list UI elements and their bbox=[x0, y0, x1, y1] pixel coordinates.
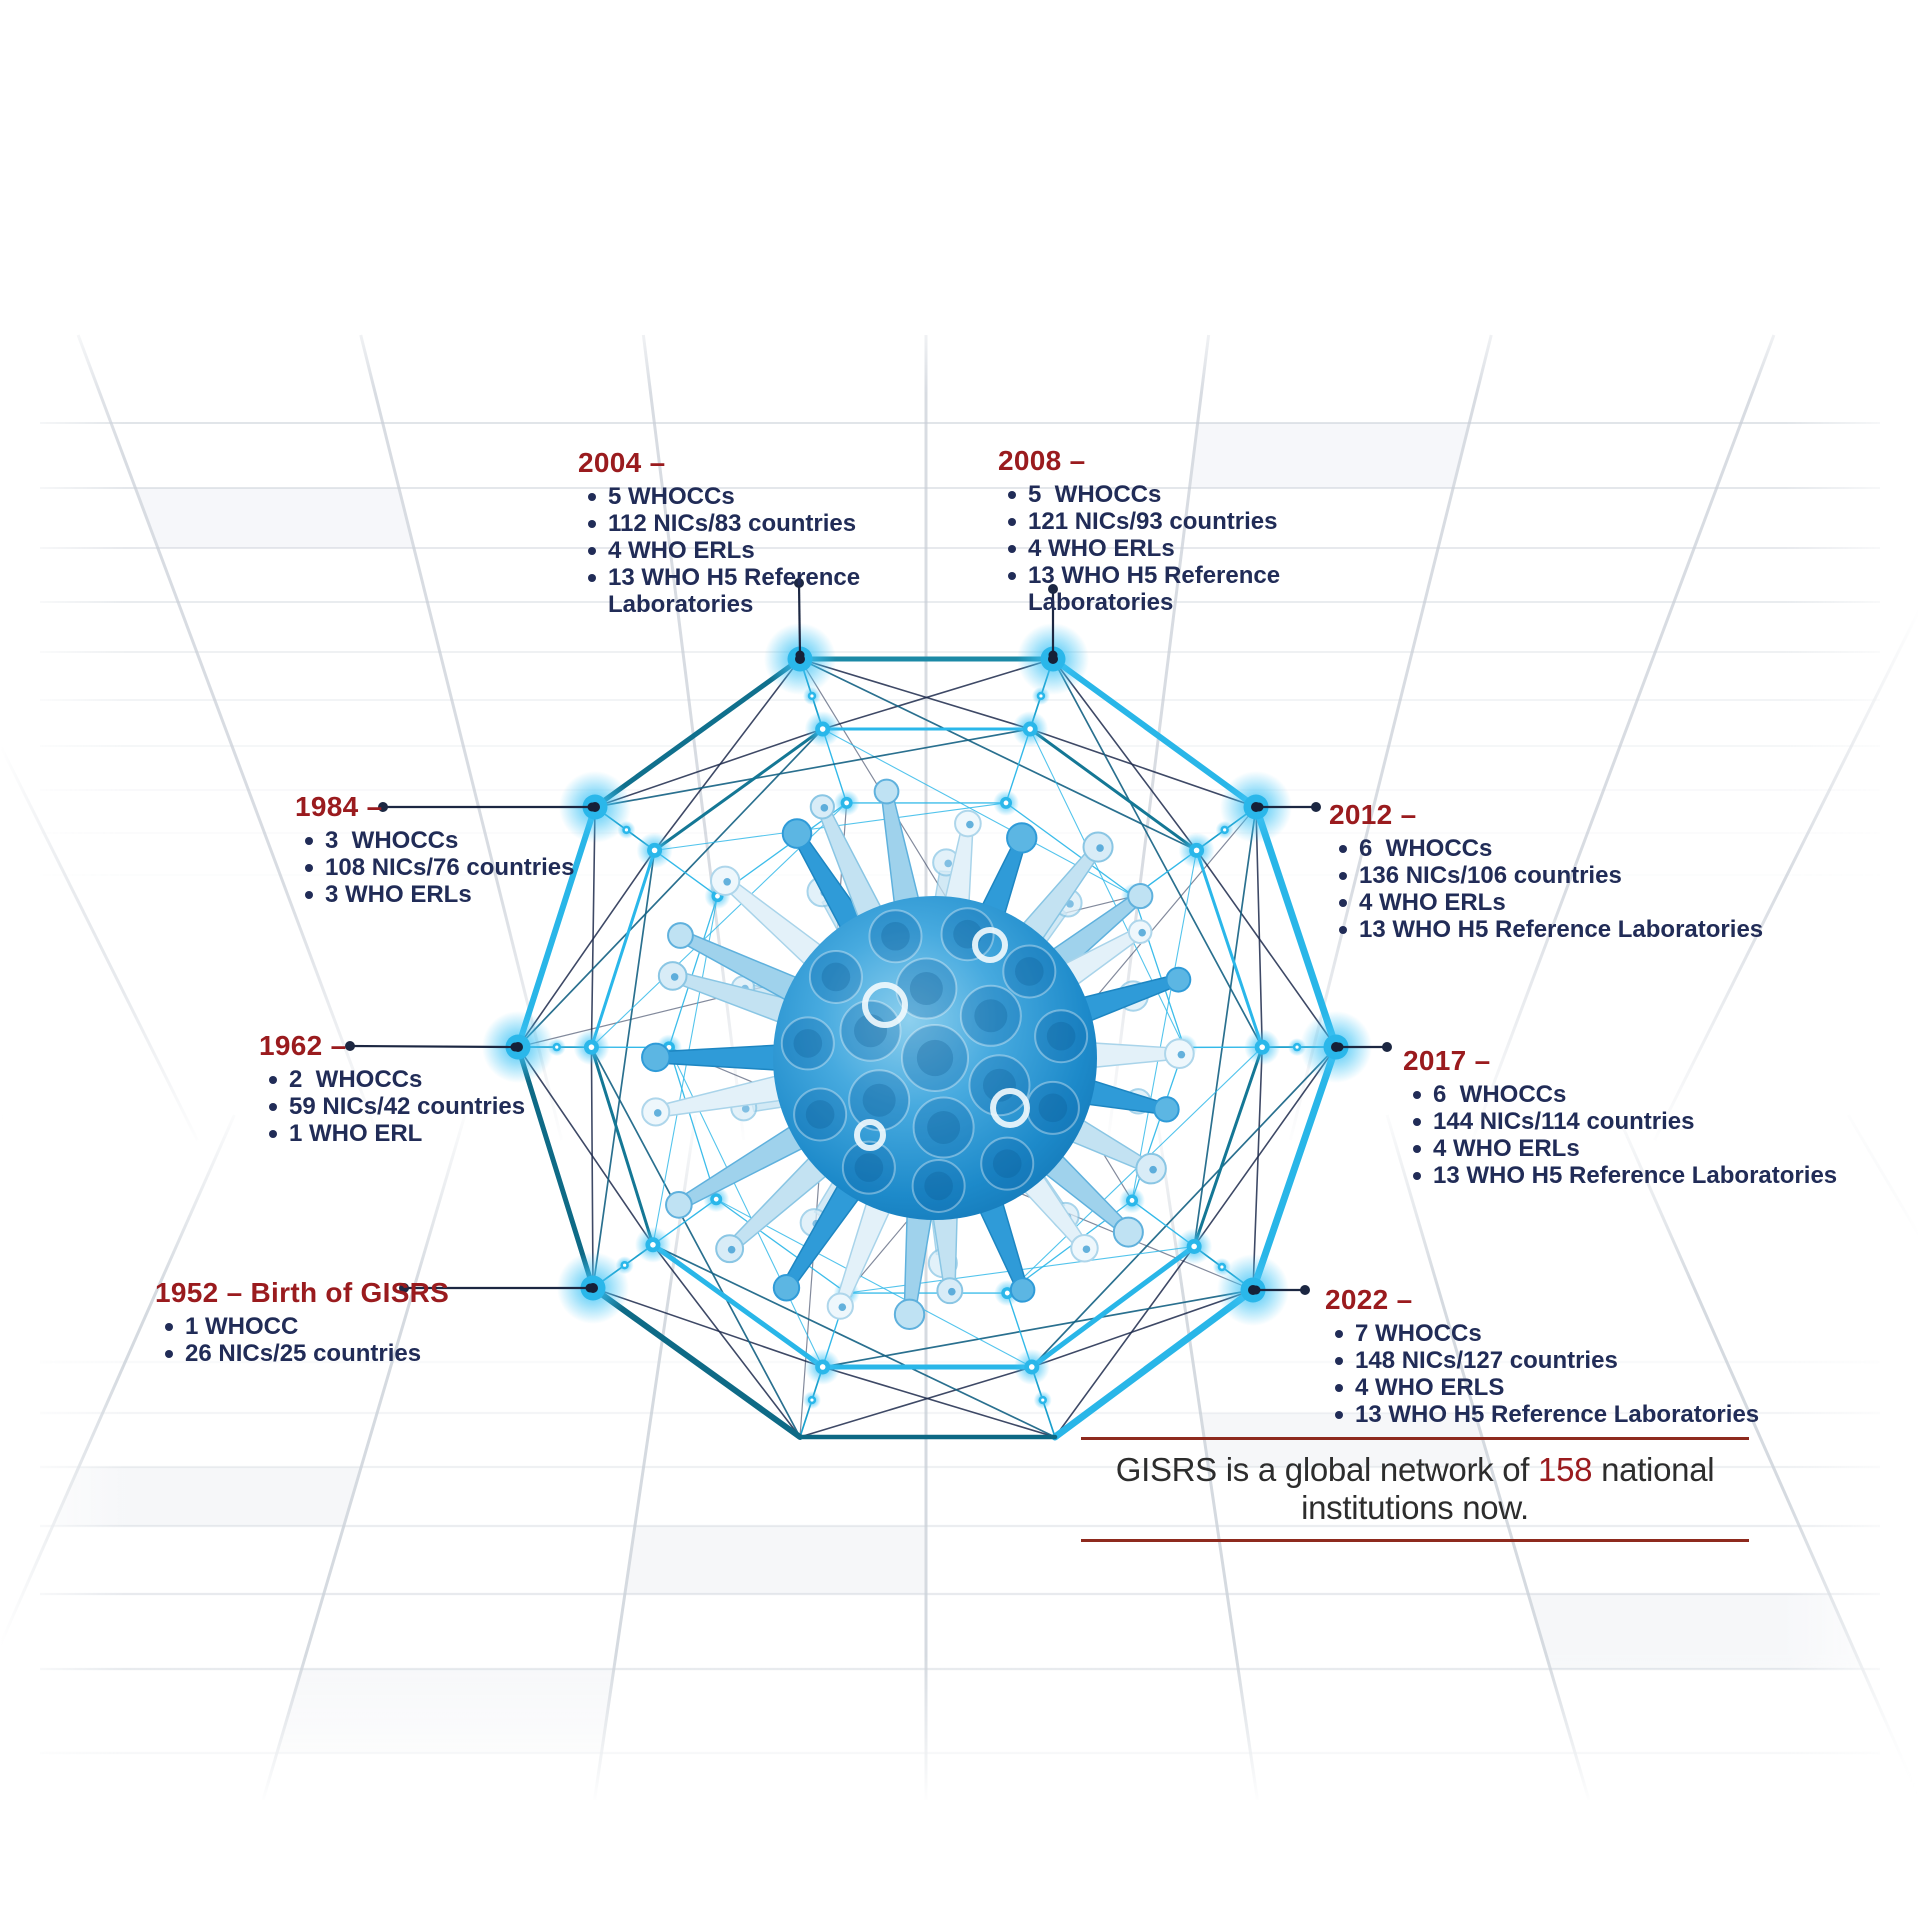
milestone-year-label: 2022 – bbox=[1325, 1284, 1413, 1315]
milestone-year-label: 2012 – bbox=[1329, 799, 1417, 830]
milestone-stat: 1 WHO ERL bbox=[259, 1120, 679, 1147]
milestone-year-label: 2004 – bbox=[578, 447, 666, 478]
milestone-stat: 121 NICs/93 countries bbox=[998, 508, 1310, 535]
milestone-2012 bbox=[1329, 800, 1799, 943]
milestone-2008 bbox=[998, 446, 1310, 616]
milestone-stat: 148 NICs/127 countries bbox=[1325, 1347, 1795, 1374]
milestone-stat: 1 WHOCC bbox=[155, 1313, 575, 1340]
milestone-year-label: 1984 – bbox=[295, 791, 383, 822]
milestone-stat: 4 WHO ERLs bbox=[578, 537, 890, 564]
milestone-stat: 7 WHOCCs bbox=[1325, 1320, 1795, 1347]
milestone-stat: 5 WHOCCs bbox=[578, 483, 890, 510]
label-connector-dot bbox=[1382, 1042, 1392, 1052]
milestone-year-label: 1962 – bbox=[259, 1030, 347, 1061]
label-connector-dot bbox=[1300, 1285, 1310, 1295]
summary-note bbox=[1081, 1437, 1749, 1542]
milestone-1984 bbox=[295, 792, 715, 908]
milestone-stat: 108 NICs/76 countries bbox=[295, 854, 715, 881]
milestone-year-label: 2008 – bbox=[998, 445, 1086, 476]
milestone-stat: 136 NICs/106 countries bbox=[1329, 862, 1799, 889]
milestone-stat: 13 WHO H5 Reference Laboratories bbox=[1329, 916, 1799, 943]
milestone-stat: 5 WHOCCs bbox=[998, 481, 1310, 508]
milestone-stat: 26 NICs/25 countries bbox=[155, 1340, 575, 1367]
milestone-2022 bbox=[1325, 1285, 1795, 1428]
milestone-year-label: 1952 – Birth of GISRS bbox=[155, 1277, 450, 1308]
summary-highlight-count: 158 bbox=[1538, 1451, 1593, 1488]
label-connector-dot bbox=[1311, 802, 1321, 812]
milestone-stat: 6 WHOCCs bbox=[1329, 835, 1799, 862]
milestone-2004 bbox=[578, 448, 890, 618]
milestone-stat: 13 WHO H5 Reference Laboratories bbox=[998, 562, 1310, 616]
milestone-stat: 4 WHO ERLs bbox=[1329, 889, 1799, 916]
summary-text-prefix: GISRS is a global network of bbox=[1115, 1451, 1539, 1488]
milestone-stat: 4 WHO ERLs bbox=[998, 535, 1310, 562]
milestone-stat: 3 WHO ERLs bbox=[295, 881, 715, 908]
milestone-stat: 59 NICs/42 countries bbox=[259, 1093, 679, 1120]
milestone-stats bbox=[578, 483, 890, 618]
milestone-stat: 112 NICs/83 countries bbox=[578, 510, 890, 537]
milestone-stats bbox=[1325, 1320, 1795, 1428]
milestone-2017 bbox=[1403, 1046, 1883, 1189]
milestone-stat: 4 WHO ERLS bbox=[1325, 1374, 1795, 1401]
summary-text-suffix: national institutions now. bbox=[1301, 1451, 1715, 1526]
milestone-stat: 3 WHOCCs bbox=[295, 827, 715, 854]
milestone-stats bbox=[295, 827, 715, 908]
milestone-stat: 2 WHOCCs bbox=[259, 1066, 679, 1093]
virus-illustration bbox=[642, 780, 1194, 1329]
milestone-stats bbox=[155, 1313, 575, 1367]
milestone-1952 bbox=[155, 1278, 575, 1367]
milestone-stat: 6 WHOCCs bbox=[1403, 1081, 1883, 1108]
milestone-stats bbox=[998, 481, 1310, 616]
summary-text bbox=[1081, 1440, 1749, 1539]
milestone-1962 bbox=[259, 1031, 679, 1147]
milestone-stat: 4 WHO ERLs bbox=[1403, 1135, 1883, 1162]
milestone-stat: 13 WHO H5 Reference Laboratories bbox=[1325, 1401, 1795, 1428]
milestone-stats bbox=[259, 1066, 679, 1147]
milestone-stat: 13 WHO H5 Reference Laboratories bbox=[578, 564, 890, 618]
milestone-stat: 144 NICs/114 countries bbox=[1403, 1108, 1883, 1135]
summary-rule-bottom bbox=[1081, 1539, 1749, 1542]
milestone-year-label: 2017 – bbox=[1403, 1045, 1491, 1076]
milestone-stats bbox=[1403, 1081, 1883, 1189]
milestone-stats bbox=[1329, 835, 1799, 943]
milestone-stat: 13 WHO H5 Reference Laboratories bbox=[1403, 1162, 1883, 1189]
